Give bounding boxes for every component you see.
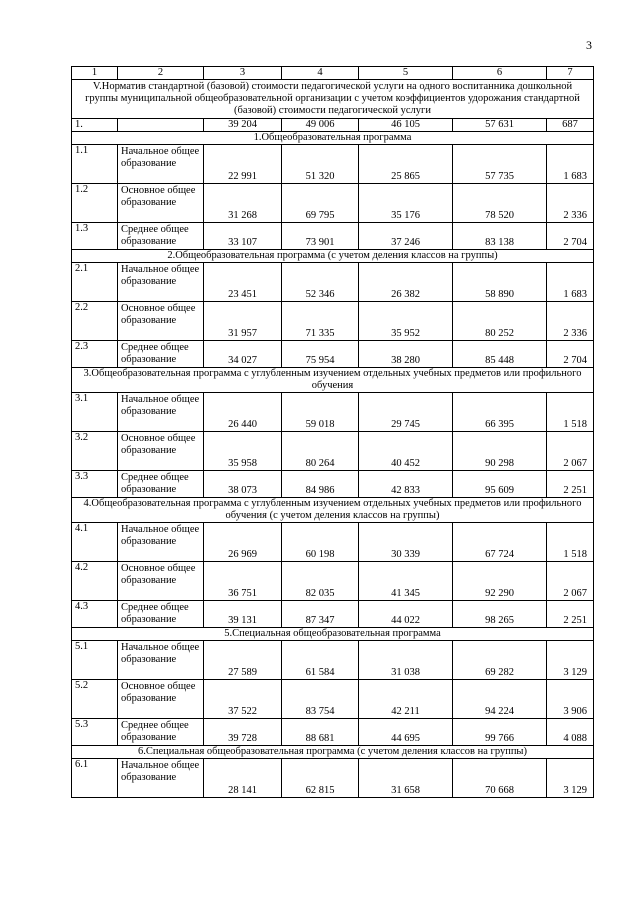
row-name: Основное общее образование bbox=[118, 432, 204, 471]
section-title: 2.Общеобразовательная программа (с учетом деления классов на группы) bbox=[72, 250, 594, 263]
row-name: Начальное общее образование bbox=[118, 263, 204, 302]
value-cell: 58 890 bbox=[453, 263, 547, 302]
value-cell: 2 704 bbox=[547, 341, 594, 368]
value-cell: 26 382 bbox=[359, 263, 453, 302]
page-number: 3 bbox=[586, 38, 592, 52]
table-row bbox=[72, 341, 594, 368]
value-cell: 62 815 bbox=[282, 759, 359, 798]
section-title: 3.Общеобразовательная программа с углубленным изучением отдельных учебных предметов или профильного обучения bbox=[72, 368, 594, 393]
value-cell: 73 901 bbox=[282, 223, 359, 250]
value-cell: 26 969 bbox=[204, 523, 282, 562]
table-row bbox=[72, 523, 594, 562]
value-cell: 57 735 bbox=[453, 145, 547, 184]
row-code: 5.1 bbox=[72, 641, 118, 680]
column-number: 4 bbox=[282, 67, 359, 80]
table-row bbox=[72, 223, 594, 250]
value-cell: 98 265 bbox=[453, 601, 547, 628]
row-name: Начальное общее образование bbox=[118, 145, 204, 184]
table-row bbox=[72, 601, 594, 628]
section-title: 6.Специальная общеобразовательная программа (с учетом деления классов на группы) bbox=[72, 746, 594, 759]
value-cell: 1 518 bbox=[547, 393, 594, 432]
value-cell: 69 795 bbox=[282, 184, 359, 223]
value-cell: 2 336 bbox=[547, 184, 594, 223]
column-number: 2 bbox=[118, 67, 204, 80]
row-name: Начальное общее образование bbox=[118, 523, 204, 562]
value-cell: 61 584 bbox=[282, 641, 359, 680]
value-cell: 42 211 bbox=[359, 680, 453, 719]
value-cell: 80 264 bbox=[282, 432, 359, 471]
value-cell: 33 107 bbox=[204, 223, 282, 250]
row-name: Начальное общее образование bbox=[118, 641, 204, 680]
table-row bbox=[72, 759, 594, 798]
row-code: 4.3 bbox=[72, 601, 118, 628]
value-cell: 99 766 bbox=[453, 719, 547, 746]
value-cell: 90 298 bbox=[453, 432, 547, 471]
section-header-row bbox=[72, 132, 594, 145]
column-number: 7 bbox=[547, 67, 594, 80]
value-cell: 44 695 bbox=[359, 719, 453, 746]
value-cell: 28 141 bbox=[204, 759, 282, 798]
value-cell: 39 204 bbox=[204, 119, 282, 132]
value-cell: 69 282 bbox=[453, 641, 547, 680]
cost-norms-table bbox=[71, 66, 594, 798]
value-cell: 59 018 bbox=[282, 393, 359, 432]
value-cell: 3 129 bbox=[547, 759, 594, 798]
value-cell: 49 006 bbox=[282, 119, 359, 132]
row-name: Среднее общее образование bbox=[118, 719, 204, 746]
value-cell: 35 952 bbox=[359, 302, 453, 341]
value-cell: 23 451 bbox=[204, 263, 282, 302]
value-cell: 38 280 bbox=[359, 341, 453, 368]
row-code: 3.1 bbox=[72, 393, 118, 432]
value-cell: 30 339 bbox=[359, 523, 453, 562]
table-row bbox=[72, 432, 594, 471]
row-name: Основное общее образование bbox=[118, 680, 204, 719]
table-row bbox=[72, 719, 594, 746]
value-cell: 3 129 bbox=[547, 641, 594, 680]
table-row bbox=[72, 471, 594, 498]
value-cell: 83 754 bbox=[282, 680, 359, 719]
section-title: 5.Специальная общеобразовательная программа bbox=[72, 628, 594, 641]
column-number: 5 bbox=[359, 67, 453, 80]
value-cell: 95 609 bbox=[453, 471, 547, 498]
value-cell: 31 658 bbox=[359, 759, 453, 798]
value-cell: 35 176 bbox=[359, 184, 453, 223]
value-cell: 22 991 bbox=[204, 145, 282, 184]
row-name: Основное общее образование bbox=[118, 562, 204, 601]
value-cell: 84 986 bbox=[282, 471, 359, 498]
value-cell: 41 345 bbox=[359, 562, 453, 601]
value-cell: 70 668 bbox=[453, 759, 547, 798]
row-code: 3.2 bbox=[72, 432, 118, 471]
value-cell: 40 452 bbox=[359, 432, 453, 471]
value-cell: 60 198 bbox=[282, 523, 359, 562]
value-cell: 1 683 bbox=[547, 263, 594, 302]
value-cell: 2 251 bbox=[547, 471, 594, 498]
value-cell: 88 681 bbox=[282, 719, 359, 746]
table-row bbox=[72, 302, 594, 341]
value-cell: 80 252 bbox=[453, 302, 547, 341]
table-body bbox=[72, 67, 594, 798]
row-name: Основное общее образование bbox=[118, 302, 204, 341]
section-header-row bbox=[72, 746, 594, 759]
value-cell: 75 954 bbox=[282, 341, 359, 368]
value-cell: 78 520 bbox=[453, 184, 547, 223]
value-cell: 57 631 bbox=[453, 119, 547, 132]
section-header-row bbox=[72, 498, 594, 523]
section-title: 4.Общеобразовательная программа с углубленным изучением отдельных учебных предметов или профильного обучения (с учетом деления классов на группы) bbox=[72, 498, 594, 523]
table-row bbox=[72, 641, 594, 680]
row-code: 2.1 bbox=[72, 263, 118, 302]
table-title: V.Норматив стандартной (базовой) стоимости педагогической услуги на одного воспитанника дошкольной группы муниципальной общеобразовательной организации с учетом коэффициентов удорожания стандартной (базовой) стоимости педагогической услуги bbox=[72, 80, 594, 119]
value-cell: 44 022 bbox=[359, 601, 453, 628]
row-code: 1. bbox=[72, 119, 118, 132]
value-cell: 31 268 bbox=[204, 184, 282, 223]
value-cell: 36 751 bbox=[204, 562, 282, 601]
row-name: Начальное общее образование bbox=[118, 759, 204, 798]
value-cell: 66 395 bbox=[453, 393, 547, 432]
table-row bbox=[72, 562, 594, 601]
value-cell: 25 865 bbox=[359, 145, 453, 184]
value-cell: 82 035 bbox=[282, 562, 359, 601]
value-cell: 94 224 bbox=[453, 680, 547, 719]
total-row bbox=[72, 119, 594, 132]
table-row bbox=[72, 145, 594, 184]
table-title-row bbox=[72, 80, 594, 119]
value-cell: 2 067 bbox=[547, 432, 594, 471]
value-cell: 42 833 bbox=[359, 471, 453, 498]
value-cell: 29 745 bbox=[359, 393, 453, 432]
value-cell: 31 957 bbox=[204, 302, 282, 341]
value-cell: 1 683 bbox=[547, 145, 594, 184]
value-cell: 2 251 bbox=[547, 601, 594, 628]
row-name: Среднее общее образование bbox=[118, 223, 204, 250]
value-cell: 83 138 bbox=[453, 223, 547, 250]
row-code: 5.3 bbox=[72, 719, 118, 746]
table-row bbox=[72, 393, 594, 432]
row-code: 1.1 bbox=[72, 145, 118, 184]
value-cell: 2 704 bbox=[547, 223, 594, 250]
row-code: 2.2 bbox=[72, 302, 118, 341]
row-name bbox=[118, 119, 204, 132]
row-code: 1.3 bbox=[72, 223, 118, 250]
table-row bbox=[72, 263, 594, 302]
row-code: 5.2 bbox=[72, 680, 118, 719]
row-name: Основное общее образование bbox=[118, 184, 204, 223]
row-name: Среднее общее образование bbox=[118, 601, 204, 628]
column-number: 6 bbox=[453, 67, 547, 80]
value-cell: 31 038 bbox=[359, 641, 453, 680]
row-code: 1.2 bbox=[72, 184, 118, 223]
value-cell: 85 448 bbox=[453, 341, 547, 368]
column-number: 3 bbox=[204, 67, 282, 80]
row-name: Среднее общее образование bbox=[118, 471, 204, 498]
section-header-row bbox=[72, 368, 594, 393]
value-cell: 37 246 bbox=[359, 223, 453, 250]
value-cell: 52 346 bbox=[282, 263, 359, 302]
value-cell: 37 522 bbox=[204, 680, 282, 719]
section-header-row bbox=[72, 250, 594, 263]
value-cell: 39 728 bbox=[204, 719, 282, 746]
row-code: 4.2 bbox=[72, 562, 118, 601]
value-cell: 71 335 bbox=[282, 302, 359, 341]
row-name: Начальное общее образование bbox=[118, 393, 204, 432]
value-cell: 687 bbox=[547, 119, 594, 132]
row-code: 4.1 bbox=[72, 523, 118, 562]
value-cell: 39 131 bbox=[204, 601, 282, 628]
column-number-row bbox=[72, 67, 594, 80]
section-header-row bbox=[72, 628, 594, 641]
value-cell: 4 088 bbox=[547, 719, 594, 746]
row-code: 2.3 bbox=[72, 341, 118, 368]
value-cell: 46 105 bbox=[359, 119, 453, 132]
row-code: 3.3 bbox=[72, 471, 118, 498]
row-name: Среднее общее образование bbox=[118, 341, 204, 368]
value-cell: 3 906 bbox=[547, 680, 594, 719]
value-cell: 35 958 bbox=[204, 432, 282, 471]
value-cell: 51 320 bbox=[282, 145, 359, 184]
value-cell: 87 347 bbox=[282, 601, 359, 628]
value-cell: 27 589 bbox=[204, 641, 282, 680]
value-cell: 67 724 bbox=[453, 523, 547, 562]
value-cell: 2 067 bbox=[547, 562, 594, 601]
table-row bbox=[72, 680, 594, 719]
value-cell: 1 518 bbox=[547, 523, 594, 562]
value-cell: 38 073 bbox=[204, 471, 282, 498]
value-cell: 92 290 bbox=[453, 562, 547, 601]
value-cell: 2 336 bbox=[547, 302, 594, 341]
row-code: 6.1 bbox=[72, 759, 118, 798]
value-cell: 26 440 bbox=[204, 393, 282, 432]
section-title: 1.Общеобразовательная программа bbox=[72, 132, 594, 145]
column-number: 1 bbox=[72, 67, 118, 80]
table-row bbox=[72, 184, 594, 223]
value-cell: 34 027 bbox=[204, 341, 282, 368]
